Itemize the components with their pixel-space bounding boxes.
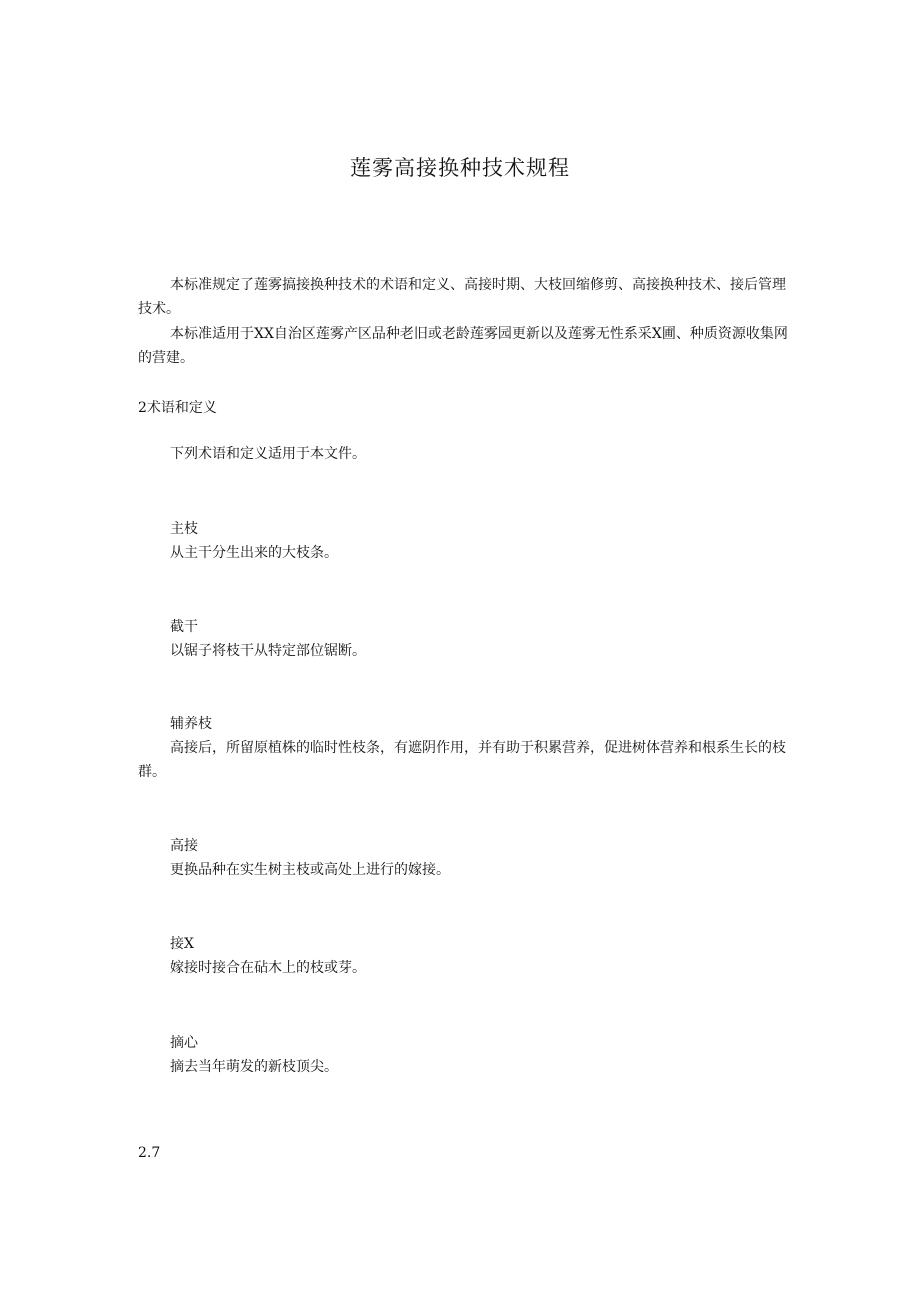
term-label: 截干 — [170, 619, 198, 635]
term-definition: 嫁接时接合在砧木上的枝或芽。 — [170, 960, 366, 976]
term-label: 辅养枝 — [170, 716, 212, 732]
term-definition: 更换品种在实生树主枝或高处上进行的嫁接。 — [170, 862, 450, 878]
section-number: 2.7 — [138, 1145, 161, 1161]
term-label: 高接 — [170, 838, 198, 854]
term-label: 摘心 — [170, 1035, 198, 1051]
section-lead: 下列术语和定义适用于本文件。 — [170, 446, 366, 462]
term-definition: 高接后，所留原植株的临时性枝条，有遮阴作用，并有助于积累营养，促进树体营养和根系生长的枝群。 — [138, 740, 786, 780]
term-definition: 以锯子将枝干从特定部位锯断。 — [170, 643, 366, 659]
intro-paragraph-scope: 本标准规定了莲雾搞接换种技术的术语和定义、高接时期、大枝回缩修剪、高接换种技术、接后管理技术。 — [138, 277, 786, 317]
intro-paragraph-applicability: 本标准适用于XX自治区莲雾产区品种老旧或老龄莲雾园更新以及莲雾无性系采X圃、种质资源收集网的营建。 — [138, 326, 788, 366]
document-title: 莲雾高接换种技术规程 — [350, 156, 570, 180]
section-heading: 2术语和定义 — [138, 400, 217, 416]
term-label: 接X — [170, 936, 194, 952]
term-definition: 从主干分生出来的大枝条。 — [170, 545, 338, 561]
term-definition: 摘去当年萌发的新枝顶尖。 — [170, 1059, 338, 1075]
term-label: 主枝 — [170, 521, 198, 537]
